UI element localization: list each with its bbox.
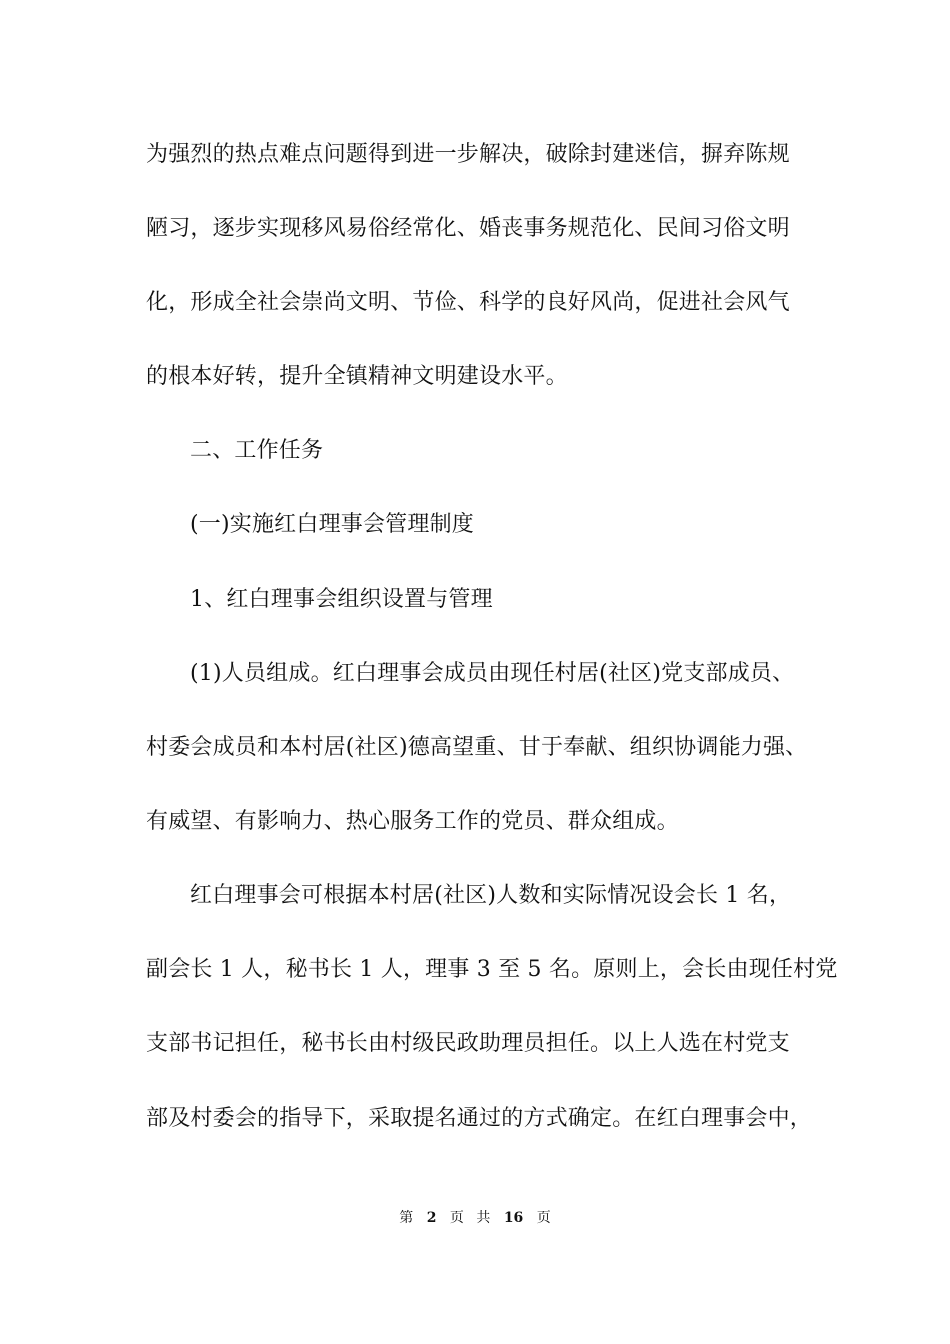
section-heading: 二、工作任务 <box>190 438 324 463</box>
body-text-line: 陋习，逐步实现移风易俗经常化、婚丧事务规范化、民间习俗文明 <box>146 216 790 241</box>
item-heading: 1、红白理事会组织设置与管理 <box>190 587 493 612</box>
body-text-line: 副会长 1 人，秘书长 1 人，理事 3 至 5 名。原则上，会长由现任村党 <box>146 957 838 982</box>
subsection-heading: (一)实施红白理事会管理制度 <box>190 512 474 537</box>
footer-page-word: 页 <box>449 1210 464 1226</box>
footer-total-word: 共 <box>476 1210 491 1226</box>
footer-prefix: 第 <box>399 1210 414 1226</box>
footer-suffix: 页 <box>536 1210 551 1226</box>
page-footer <box>0 1208 950 1228</box>
footer-total-pages: 16 <box>503 1210 524 1226</box>
footer-current-page: 2 <box>426 1210 437 1226</box>
body-text-line: 支部书记担任，秘书长由村级民政助理员担任。以上人选在村党支 <box>146 1031 790 1056</box>
body-text-line: (1)人员组成。红白理事会成员由现任村居(社区)党支部成员、 <box>190 661 795 686</box>
body-text-line: 化，形成全社会崇尚文明、节俭、科学的良好风尚，促进社会风气 <box>146 290 790 315</box>
body-text-line: 红白理事会可根据本村居(社区)人数和实际情况设会长 1 名， <box>190 883 792 908</box>
body-text-line: 部及村委会的指导下，采取提名通过的方式确定。在红白理事会中， <box>146 1106 813 1131</box>
body-text-line: 有威望、有影响力、热心服务工作的党员、群众组成。 <box>146 809 679 834</box>
body-text-line: 的根本好转，提升全镇精神文明建设水平。 <box>146 364 568 389</box>
body-text-line: 村委会成员和本村居(社区)德高望重、甘于奉献、组织协调能力强、 <box>146 735 808 760</box>
body-text-line: 为强烈的热点难点问题得到进一步解决，破除封建迷信，摒弃陈规 <box>146 142 790 167</box>
